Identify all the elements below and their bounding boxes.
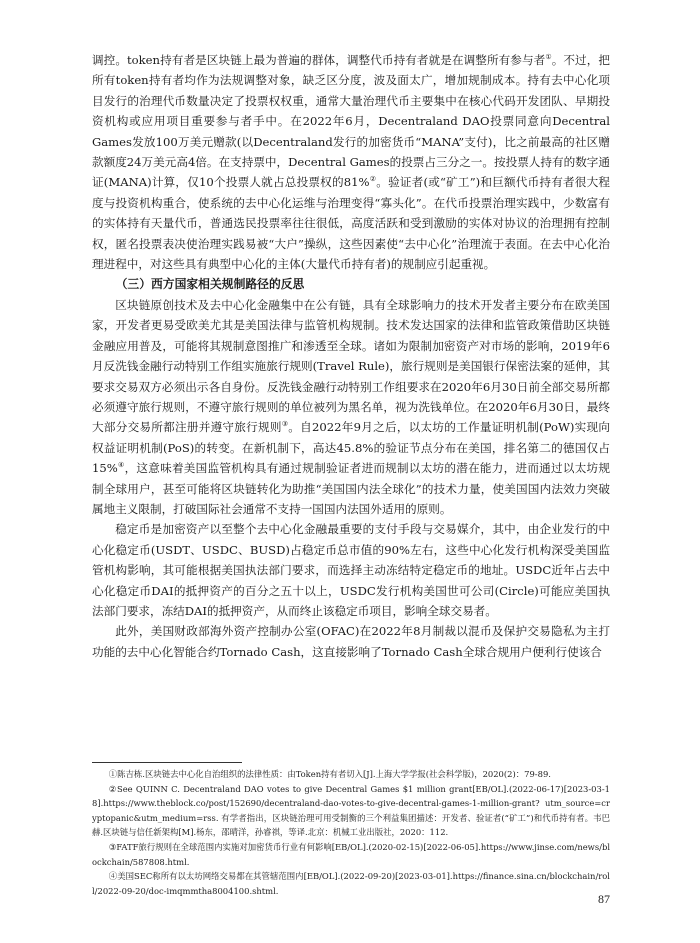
paragraph-3: 稳定币是加密资产以至整个去中心化金融最重要的支付手段与交易媒介，其中，由企业发行的中心化稳定币(USDT、USDC、BUSD)占稳定币总市值的90%左右，这些中心化发行机构深受美国监管机构影响，其可能根据美国执法部门要求，而选择主动冻结特定稳定币的地址。USDC近年占去中心化稳定币DAI的抵押资产的百分之五十以上，USDC发行机构美国世可公司(Circle)可能应美国执法部门要求，冻结DAI的抵押资产，从而终止该稳定币项目，影响全球交易者。 [92, 522, 610, 618]
section-heading: （三）西方国家相关规制路径的反思 [115, 277, 305, 292]
paragraph-1: 调控。token持有者是区块链上最为普遍的群体，调整代币持有者就是在调整所有参与者①。不过，把所有token持有者均作为法规调整对象，缺乏区分度，波及面太广，增加规制成本。持有去中心化项目发行的治理代币数量决定了投票权权重，通常大量治理代币主要集中在核心代码开发团队、早期投资机构或应用项目重要参与者手中。在2022年6月，Decentraland DAO投票同意向Decentral Games发放100万美元赠款(以Decentraland发行的加密货币“MANA”支付)，比之前最高的社区赠款额度24万美元高4倍。在支持票中，Decentral Games的投票占三分之一。按投票人持有的数字通证(MANA)计算，仅10个投票人就占总投票权的81%②。验证者(或“矿工”)和巨额代币持有者很大程度与投资机构重合，使系统的去中心化运维与治理变得“寡头化”。在代币投票治理实践中，少数富有的实体持有天量代币，普通选民投票率往往很低，高度活跃和受到激励的实体对协议的治理拥有控制权，匿名投票表决使治理实践易被“大户”操纵，这些因素使“去中心化”治理流于表面。在去中心化治理进程中，对这些具有典型中心化的主体(大量代币持有者)的规制应引起重视。 [92, 53, 610, 272]
page-number: 87 [598, 892, 610, 906]
footnote-ref-4[interactable]: ④ [117, 461, 125, 470]
footnote-divider [92, 762, 242, 763]
paragraph-2: 区块链原创技术及去中心化金融集中在公有链，具有全球影响力的技术开发者主要分布在欧美国家，开发者更易受欧美尤其是美国法律与监管机构规制。技术发达国家的法律和监管政策借助区块链金融应用普及，可能将其规制意图推广和渗透至全球。诸如为限制加密资产对市场的影响，2019年6月反洗钱金融行动特别工作组实施旅行规则(Travel Rule)，旅行规则是美国银行保密法案的延伸，其要求交易双方必须出示各自身份。反洗钱金融行动特别工作组要求在2020年6月30日前全部交易所都必须遵守旅行规则，不遵守旅行规则的单位被列为黑名单，视为洗钱单位。在2020年6月30日，最终大部分交易所都注册并遵守旅行规则③。自2022年9月之后，以太坊的工作量证明机制(PoW)实现向权益证明机制(PoS)的转变。在新机制下，高达45.8%的验证节点分布在美国，排名第二的德国仅占15%④，这意味着美国监管机构具有通过规制验证者进而规制以太坊的潜在能力，进而通过以太坊规制全球用户，甚至可能将区块链转化为助推“美国国内法全球化”的技术力量，使美国国内法效力突破属地主义限制，打破国际社会通常不支持一国国内法国外适用的原则。 [92, 297, 610, 516]
footnote-2: ②See QUINN C. Decentraland DAO votes to give Decentral Games $1 million grant[EB/OL].(2022-06-17)[2023-03-18].https://www.theblock.co/post/152690/decentraland-dao-votes-to-give-decentral-games-1-million-grant? utm_source=cryptopanic&utm_medium=rss. 有学者指出，区块链治理可用受制衡的三个利益集团描述：开发者、验证者(“矿工”)和代币持有者。韦巴赫.区块链与信任新架构[M].杨东，邵晴洋，孙睿祺，等译.北京：机械工业出版社，2020：112. [92, 783, 610, 838]
footnote-ref-1[interactable]: ① [545, 53, 552, 62]
footnote-3: ③FATF旅行规则在全球范围内实施对加密货币行业有何影响[EB/OL].(2020-02-15)[2022-06-05].https://www.jinse.com/news/blockchain/587808.html. [92, 841, 610, 867]
footnote-4: ④美国SEC称所有以太坊网络交易都在其管辖范围内[EB/OL].(2022-09-20)[2023-03-01].https://finance.sina.cn/blockchain/roll/2022-09-20/doc-imqmmtha8004100.shtml. [92, 871, 610, 896]
footnote-ref-3[interactable]: ③ [281, 420, 289, 429]
footnote-1: ①陈吉栋.区块链去中心化自治组织的法律性质：由Token持有者切入[J].上海大学学报(社会科学版)，2020(2)：79-89. [108, 769, 551, 779]
paragraph-4: 此外，美国财政部海外资产控制办公室(OFAC)在2022年8月制裁以混币及保护交易隐私为主打功能的去中心化智能合约Tornado Cash，这直接影响了Tornado Cash全球合规用户便利行使该合 [92, 624, 610, 659]
footnote-ref-2[interactable]: ② [369, 175, 377, 184]
main-text [92, 50, 610, 662]
footnotes [92, 767, 610, 898]
